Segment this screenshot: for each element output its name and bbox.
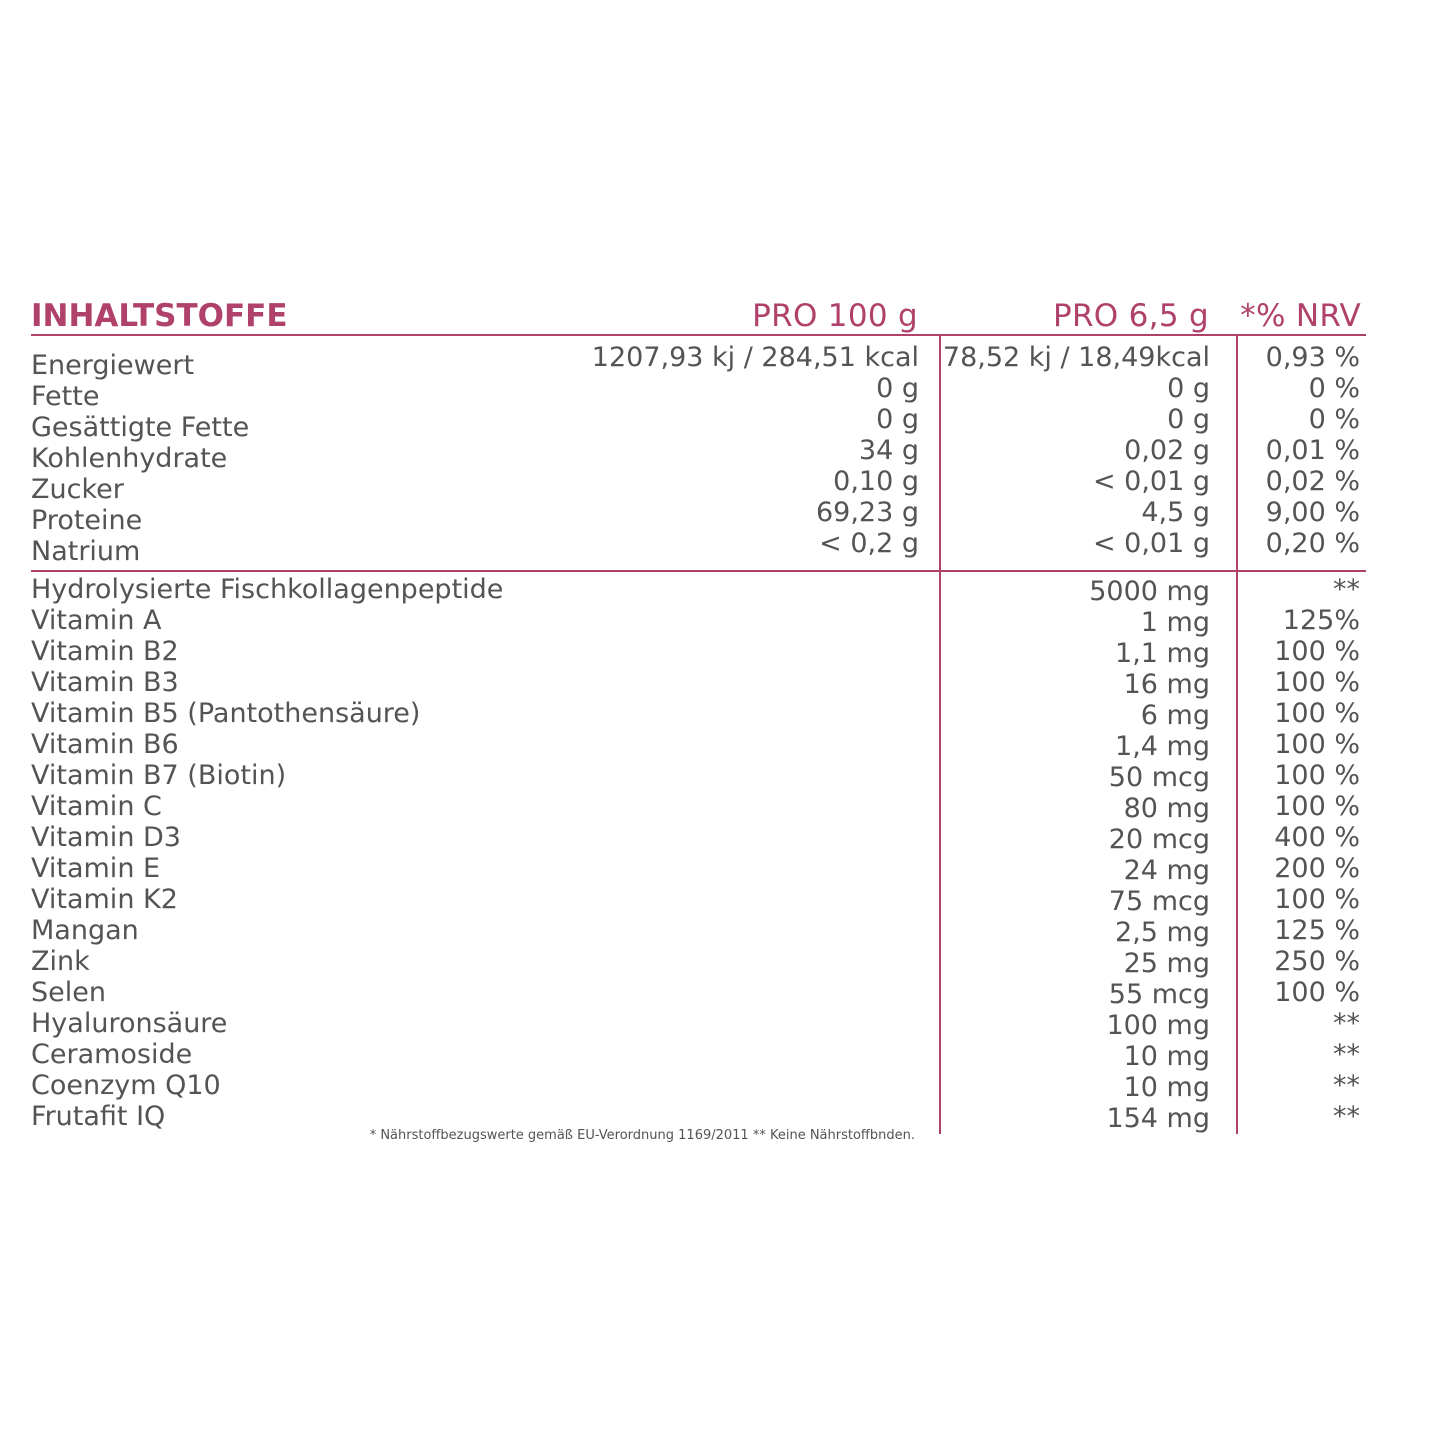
row-nrv: 9,00 % xyxy=(1265,497,1360,528)
row-per-6-5g: 80 mg xyxy=(1123,793,1210,824)
row-name: Vitamin B7 (Biotin) xyxy=(31,760,287,791)
row-per-6-5g: 1 mg xyxy=(1140,607,1210,638)
table-row xyxy=(0,435,1445,474)
table-row xyxy=(0,1039,1445,1070)
row-nrv: 0,20 % xyxy=(1265,528,1360,559)
row-name: Vitamin D3 xyxy=(31,822,181,853)
row-nrv: ** xyxy=(1333,1070,1360,1101)
row-nrv: ** xyxy=(1333,574,1360,605)
table-row xyxy=(0,404,1445,443)
row-name: Mangan xyxy=(31,915,139,946)
row-name: Ceramoside xyxy=(31,1039,193,1070)
row-per-6-5g: 1,1 mg xyxy=(1115,638,1210,669)
table-row xyxy=(0,791,1445,822)
row-nrv: ** xyxy=(1333,1101,1360,1132)
table-row xyxy=(0,853,1445,884)
row-name: Vitamin B3 xyxy=(31,667,179,698)
row-per-6-5g: 75 mcg xyxy=(1108,886,1210,917)
row-nrv: 200 % xyxy=(1274,853,1360,884)
row-per-6-5g: 5000 mg xyxy=(1089,576,1210,607)
table-row xyxy=(0,698,1445,729)
row-per-6-5g: 100 mg xyxy=(1106,1010,1210,1041)
row-nrv: 100 % xyxy=(1274,698,1360,729)
row-nrv: 100 % xyxy=(1274,791,1360,822)
header-ingredients: INHALTSTOFFE xyxy=(31,298,288,334)
row-nrv: 125% xyxy=(1282,605,1360,636)
row-per-100g: < 0,2 g xyxy=(819,528,919,559)
row-name: Vitamin B6 xyxy=(31,729,179,760)
table-row xyxy=(0,915,1445,946)
row-name: Zink xyxy=(31,946,90,977)
row-nrv: 0,01 % xyxy=(1265,435,1360,466)
row-name: Zucker xyxy=(31,474,124,505)
table-row xyxy=(0,466,1445,505)
row-name: Vitamin C xyxy=(31,791,162,822)
row-per-100g: 0 g xyxy=(876,373,919,404)
row-per-6-5g: 4,5 g xyxy=(1141,497,1210,528)
row-name: Energiewert xyxy=(31,350,195,381)
row-name: Vitamin A xyxy=(31,605,162,636)
row-name: Vitamin E xyxy=(31,853,161,884)
row-nrv: ** xyxy=(1333,1039,1360,1070)
row-per-100g: 1207,93 kj / 284,51 kcal xyxy=(591,342,919,373)
row-per-6-5g: 6 mg xyxy=(1140,700,1210,731)
row-name: Hydrolysierte Fischkollagenpeptide xyxy=(31,574,504,605)
row-name: Vitamin B2 xyxy=(31,636,179,667)
row-per-6-5g: < 0,01 g xyxy=(1092,528,1210,559)
row-per-100g: 0,10 g xyxy=(833,466,919,497)
row-nrv: 0 % xyxy=(1308,373,1360,404)
table-row xyxy=(0,884,1445,915)
row-per-6-5g: 55 mcg xyxy=(1108,979,1210,1010)
row-per-6-5g: 0 g xyxy=(1167,404,1210,435)
row-per-6-5g: 0,02 g xyxy=(1124,435,1210,466)
table-row xyxy=(0,528,1445,567)
row-name: Gesättigte Fette xyxy=(31,412,250,443)
row-name: Vitamin K2 xyxy=(31,884,178,915)
row-per-6-5g: 2,5 mg xyxy=(1115,917,1210,948)
row-name: Hyaluronsäure xyxy=(31,1008,228,1039)
row-per-6-5g: 1,4 mg xyxy=(1115,731,1210,762)
row-name: Frutafit IQ xyxy=(31,1101,166,1132)
row-per-6-5g: 24 mg xyxy=(1123,855,1210,886)
row-nrv: 100 % xyxy=(1274,667,1360,698)
row-nrv: 0,02 % xyxy=(1265,466,1360,497)
row-nrv: 100 % xyxy=(1274,729,1360,760)
row-name: Proteine xyxy=(31,505,143,536)
row-nrv: 0 % xyxy=(1308,404,1360,435)
table-row xyxy=(0,760,1445,791)
row-nrv: 400 % xyxy=(1274,822,1360,853)
table-row xyxy=(0,605,1445,636)
table-row xyxy=(0,822,1445,853)
table-row xyxy=(0,342,1445,381)
header-per-6-5g: PRO 6,5 g xyxy=(1052,298,1209,334)
header-per-100g: PRO 100 g xyxy=(752,298,918,334)
row-nrv: 125 % xyxy=(1274,915,1360,946)
row-nrv: ** xyxy=(1333,1008,1360,1039)
row-nrv: 100 % xyxy=(1274,977,1360,1008)
row-per-100g: 34 g xyxy=(858,435,919,466)
row-per-6-5g: 20 mcg xyxy=(1108,824,1210,855)
row-nrv: 100 % xyxy=(1274,760,1360,791)
row-per-6-5g: 25 mg xyxy=(1123,948,1210,979)
row-per-6-5g: 0 g xyxy=(1167,373,1210,404)
row-per-6-5g: 50 mcg xyxy=(1108,762,1210,793)
row-name: Vitamin B5 (Pantothensäure) xyxy=(31,698,421,729)
footnote: * Nährstoffbezugswerte gemäß EU-Verordnung 1169/2011 ** Keine Nährstoffbnden. xyxy=(369,1128,915,1143)
table-row xyxy=(0,636,1445,667)
row-per-100g: 0 g xyxy=(876,404,919,435)
row-name: Coenzym Q10 xyxy=(31,1070,221,1101)
row-nrv: 100 % xyxy=(1274,636,1360,667)
row-nrv: 100 % xyxy=(1274,884,1360,915)
row-per-6-5g: 10 mg xyxy=(1123,1072,1210,1103)
table-row xyxy=(0,946,1445,977)
table-row xyxy=(0,1070,1445,1101)
table-row xyxy=(0,497,1445,536)
row-name: Kohlenhydrate xyxy=(31,443,228,474)
table-row xyxy=(0,574,1445,605)
table-row xyxy=(0,667,1445,698)
row-per-6-5g: 78,52 kj / 18,49kcal xyxy=(942,342,1210,373)
row-per-100g: 69,23 g xyxy=(815,497,919,528)
table-row xyxy=(0,373,1445,412)
row-per-6-5g: 16 mg xyxy=(1123,669,1210,700)
row-per-6-5g: 154 mg xyxy=(1106,1103,1210,1134)
table-row xyxy=(0,1008,1445,1039)
row-name: Selen xyxy=(31,977,106,1008)
row-name: Fette xyxy=(31,381,100,412)
row-name: Natrium xyxy=(31,536,141,567)
table-row xyxy=(0,729,1445,760)
row-nrv: 0,93 % xyxy=(1265,342,1360,373)
header-nrv: *% NRV xyxy=(1240,298,1361,334)
row-per-6-5g: < 0,01 g xyxy=(1092,466,1210,497)
row-nrv: 250 % xyxy=(1274,946,1360,977)
row-per-6-5g: 10 mg xyxy=(1123,1041,1210,1072)
section-divider xyxy=(31,570,1366,572)
header-divider xyxy=(31,334,1366,336)
table-row xyxy=(0,977,1445,1008)
